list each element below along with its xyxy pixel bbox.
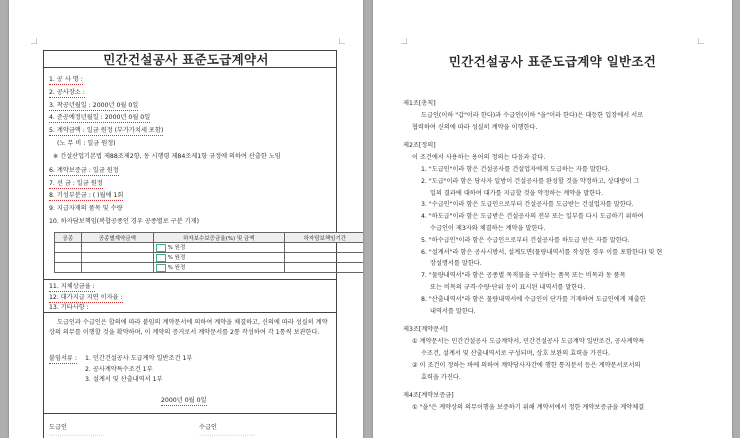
clause-line: ① 계약문서는 민간건설공사 도급계약서, 민간건설공사 도급계약 일반조건, 공사계약특 [412, 338, 645, 346]
clause-line: 일의 결과에 대하여 대가를 지급할 것을 약정하는 계약을 말한다. [430, 189, 604, 197]
contract-item: (노 무 비 : 일금 원정) [57, 140, 116, 147]
table-cell [153, 253, 284, 263]
clause-heading: 제4조[계약보증금] [403, 392, 454, 400]
table-cell [81, 253, 153, 263]
table-cell [284, 243, 363, 253]
crop-mark-icon [401, 38, 407, 44]
table-divider [43, 279, 337, 280]
clause-line: 협력하여 신의에 따라 성실히 계약을 이행한다. [412, 123, 538, 131]
clause-line: ① "을"은 계약상의 의무이행을 보증하기 위해 계약서에서 정한 계약보증금을 계약체결 [412, 404, 645, 412]
contract-item: 5. 계약금액 : 일금 원정 (부가가치세 포함) [49, 127, 164, 135]
table-header: 공종 [55, 233, 82, 243]
table-cell [153, 263, 284, 273]
table-cell [284, 263, 363, 273]
checkbox-icon [156, 254, 166, 262]
contract-date: 2000년 0월 0일 [161, 397, 207, 404]
table-row [55, 253, 364, 263]
checkbox-icon [156, 244, 166, 252]
table-row [55, 263, 364, 273]
contract-item: 3. 착공년월일 : 2000년 0월 0일 [49, 101, 139, 109]
contract-item: 10. 하자담보책임(복합공종인 경우 공종별로 구분 기재) [49, 218, 200, 225]
clause-line: 도급인(이하 "갑"이라 한다)과 수급인(이하 "을"이라 한다)은 대등한 입장에서 서로 [421, 111, 644, 119]
conditions-title: 민간건설공사 표준도급계약 일반조건 [448, 54, 657, 69]
clause-line: 3. "수급인"이라 함은 도급인으로부터 건설공사를 도급받는 건설업자를 말한다. [421, 201, 634, 209]
clause-line: 4. "하도급"이라 함은 도급받은 건설공사의 전부 또는 일부를 다시 도급하기 위하여 [421, 213, 644, 221]
table-header: 하자담보책임기간 [284, 233, 363, 243]
table-header: 공종별계약금액 [81, 233, 153, 243]
crop-mark-icon [31, 38, 37, 44]
clause-heading: 제3조[계약문서] [403, 326, 448, 334]
crop-mark-icon [339, 38, 345, 44]
date-divider [43, 413, 337, 414]
contract-item: 6. 계약보증금 : 일금 원정 [49, 166, 119, 174]
title-divider [43, 67, 337, 68]
clause-line: 5. "하수급인"이라 함은 수급인으로부터 건설공사를 하도급 받은 자를 말한다. [421, 236, 630, 244]
contract-item: 11. 지체상금율 : [49, 283, 95, 290]
contract-item: 4. 준공예정년월일 : 2000년 0월 0일 [49, 114, 151, 122]
table-cell [153, 243, 284, 253]
contract-title: 민간건설공사 표준도급계약서 [103, 52, 269, 67]
contract-item: 7. 선 금 : 일금 원정 [49, 179, 103, 187]
clause-line: 장설명서를 말한다. [430, 260, 482, 268]
agreement-paragraph: 도급인과 수급인은 합의에 따라 붙임의 계약문서에 의하여 계약을 체결하고, 신의에 따라 성실히 계약상의 의무를 이행할 것을 확약하며, 이 계약의 증거로서 계약문서를 2통 작성하여 각 1통씩 보관한다. [49, 319, 328, 336]
checkbox-icon [156, 264, 166, 272]
warranty-table [54, 232, 363, 273]
clause-line: 8. "산출내역서"라 함은 물량내역서에 수급인이 단가를 기재하여 도급인에게 제출한 [421, 295, 646, 303]
attachments-label: 붙임서류 : [49, 355, 77, 362]
address-hint: ⋯⋯⋯⋯⋯⋯⋯⋯⋯ [199, 432, 255, 438]
address-hint: ⋯⋯⋯⋯⋯⋯⋯⋯⋯ [49, 432, 105, 438]
clause-heading: 제1조[총칙] [403, 100, 436, 107]
clause-line: 1. "도급인"이라 함은 건설공사를 건설업자에게 도급하는 자를 말한다. [421, 166, 610, 173]
contract-page [9, 0, 363, 438]
attachment-item: 2. 공사계약특수조건 1부 [85, 365, 153, 373]
crop-mark-icon [698, 38, 704, 44]
table-cell [81, 263, 153, 273]
party-contractor: 도급인 [49, 424, 67, 431]
party-subcontractor: 수급인 [199, 424, 217, 431]
contract-item: 12. 대가지급 지연 이자율 : [49, 293, 123, 301]
contract-item: 2. 공사장소 : [49, 88, 85, 96]
clause-line: ② 이 조건이 정하는 바에 의하여 계약당사자간에 행한 통지문서 등은 계약문서로서의 [412, 361, 641, 369]
attachment-item: 3. 설계서 및 산출내역서 1부 [85, 376, 163, 383]
table-cell [55, 263, 82, 273]
general-conditions-page [373, 0, 732, 438]
table-cell [284, 253, 363, 263]
clause-heading: 제2조[정의] [403, 142, 436, 150]
percent-unit: % [165, 255, 175, 262]
clause-line: 내역서를 말한다. [430, 307, 476, 315]
contract-item: 13. 기타사항 : [49, 304, 89, 311]
contract-item: 1. 공 사 명 : [49, 76, 83, 83]
percent-unit: % [165, 245, 175, 252]
won-unit: 원정 [174, 255, 186, 262]
clause-line: 효력을 가진다. [421, 373, 461, 381]
clause-line: 수급인이 제3자와 체결하는 계약을 말한다. [430, 225, 546, 232]
table-row [55, 243, 364, 253]
table-cell [81, 243, 153, 253]
clause-line: 수조건, 설계서 및 산출내역서로 구성되며, 상호 보완의 효력을 가진다. [421, 350, 610, 357]
clause-line: 이 조건에서 사용하는 용어의 정의는 다음과 같다. [412, 154, 546, 162]
percent-unit: % [165, 265, 175, 272]
clause-line: 6. "설계서"라 함은 공사시방서, 설계도면(물량내역서를 작성한 경우 이를 포함한다) 및 현 [421, 248, 663, 256]
won-unit: 원정 [174, 265, 186, 272]
won-unit: 원정 [174, 245, 186, 252]
contract-item: ※ 건설산업기본법 제88조제2항, 동 시행령 제84조제1항 규정에 의하여 산출한 노임 [53, 152, 281, 160]
clause-line: 7. "물량내역서"라 함은 공종별 목적물을 구성하는 품목 또는 비목과 동 품목 [421, 272, 626, 280]
clause-line: 2. "도급"이라 함은 당사자 일방이 건설공사를 완성할 것을 약정하고, 상대방이 그 [421, 177, 640, 185]
table-header: 하자보수보증금율(%) 및 금액 [153, 233, 284, 243]
contract-item: 9. 지급자재의 품목 및 수량 [49, 205, 123, 213]
table-cell [55, 253, 82, 263]
table-cell [55, 243, 82, 253]
contract-item: 8. 기성부분금 : ( )월에 1회 [49, 192, 124, 200]
clause-line: 또는 비목의 규격·수량·단위 등이 표시된 내역서를 말한다. [430, 284, 586, 291]
attachment-item: 1. 민간건설공사 도급계약 일반조건 1부 [85, 355, 193, 362]
items-divider [43, 312, 337, 313]
